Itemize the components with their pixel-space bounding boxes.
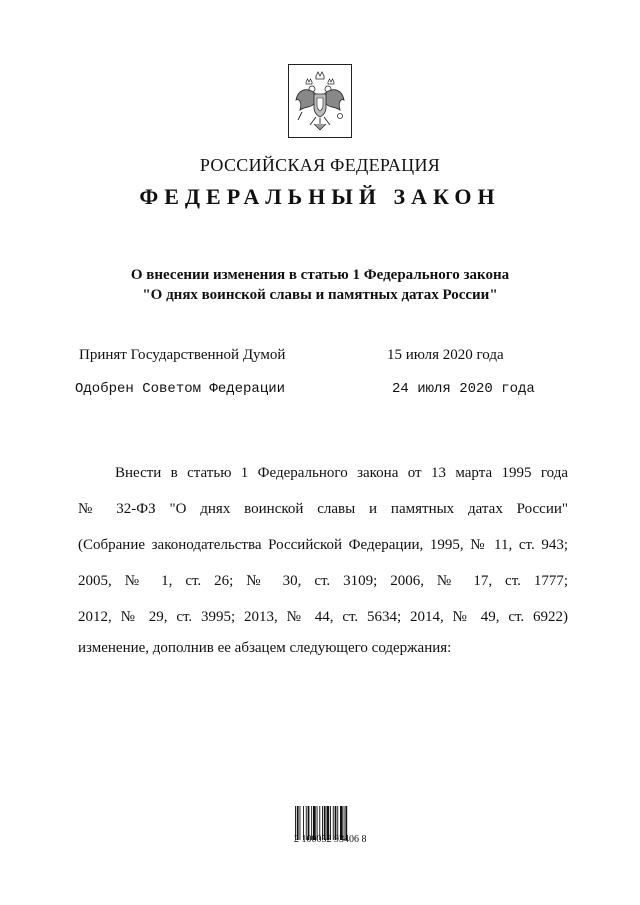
law-title-line-1: О внесении изменения в статью 1 Федерального закона [130, 267, 510, 283]
approved-label: Одобрен Советом Федерации [75, 381, 286, 397]
body-line: 2005, № 1, ст. 26; № 30, ст. 3109; 2006, № 17, ст. 1777; [78, 573, 568, 589]
body-line: № 32-ФЗ "О днях воинской славы и памятных датах России" [78, 501, 568, 517]
coat-of-arms-icon [288, 64, 352, 138]
law-title-line-2: "О днях воинской славы и памятных датах России" [142, 287, 498, 303]
barcode-number: 2 100052 93406 8 [294, 834, 367, 845]
body-line: Внести в статью 1 Федерального закона от 13 марта 1995 года [115, 465, 568, 481]
approved-date: 24 июля 2020 года [392, 381, 535, 397]
body-line: (Собрание законодательства Российской Федерации, 1995, № 11, ст. 943; [78, 537, 568, 553]
adopted-label: Принят Государственной Думой [79, 347, 286, 363]
law-title [0, 265, 640, 305]
country-heading: РОССИЙСКАЯ ФЕДЕРАЦИЯ [199, 155, 441, 175]
adopted-date: 15 июля 2020 года [387, 347, 504, 363]
body-line: 2012, № 29, ст. 3995; 2013, № 44, ст. 5634; 2014, № 49, ст. 6922) [78, 609, 568, 625]
law-type-heading: ФЕДЕРАЛЬНЫЙ ЗАКОН [139, 184, 501, 209]
body-line: изменение, дополнив ее абзацем следующего содержания: [78, 640, 452, 656]
